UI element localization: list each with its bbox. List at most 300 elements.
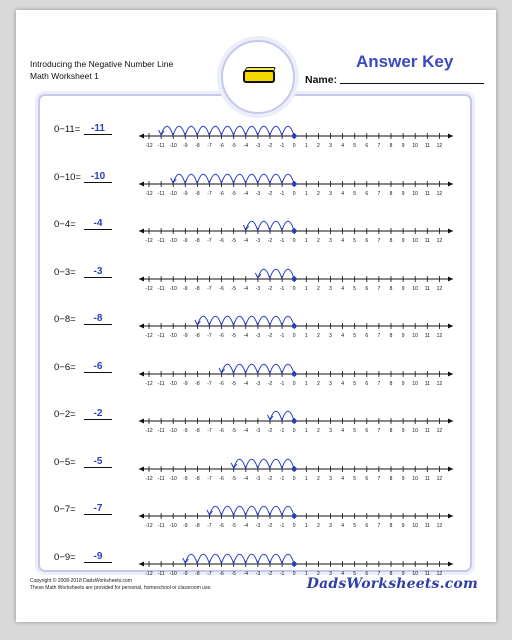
number-line bbox=[135, 158, 457, 204]
tick-label: 6 bbox=[365, 523, 369, 529]
tick-label: 4 bbox=[341, 380, 344, 387]
tick-label: -4 bbox=[243, 238, 249, 244]
hop-arc bbox=[185, 174, 197, 184]
hop-arc bbox=[234, 506, 246, 516]
tick-label: 9 bbox=[401, 428, 405, 434]
tick-label: -7 bbox=[207, 475, 212, 482]
tick-label: -8 bbox=[195, 428, 200, 434]
tick-label: -2 bbox=[267, 523, 273, 529]
tick-label: 10 bbox=[412, 285, 418, 292]
tick-label: 9 bbox=[401, 285, 405, 292]
hop-arc bbox=[258, 459, 270, 469]
tick-label: -1 bbox=[279, 190, 285, 197]
tick-label: 10 bbox=[412, 380, 418, 387]
tick-label: 2 bbox=[317, 333, 320, 339]
tick-label: 0 bbox=[292, 238, 296, 244]
tick-label: 9 bbox=[401, 190, 405, 197]
number-line bbox=[135, 395, 457, 441]
answer-field[interactable]: -11 bbox=[84, 123, 112, 135]
tick-label: -9 bbox=[183, 238, 188, 244]
tick-label: 2 bbox=[317, 428, 320, 434]
tick-label: -11 bbox=[157, 380, 165, 387]
start-point bbox=[292, 229, 297, 234]
tick-label: 5 bbox=[353, 475, 357, 482]
right-arrow-icon bbox=[448, 229, 453, 234]
tick-label: 5 bbox=[353, 285, 357, 292]
tick-label: -7 bbox=[207, 333, 212, 339]
tick-label: 12 bbox=[436, 238, 443, 244]
tick-label: -5 bbox=[231, 238, 236, 244]
problem-expression: 0−8= bbox=[54, 314, 76, 325]
tick-label: -7 bbox=[207, 143, 212, 149]
tick-label: 5 bbox=[353, 428, 357, 434]
tick-label: 7 bbox=[377, 523, 381, 529]
tick-label: -12 bbox=[145, 238, 153, 244]
tick-label: 5 bbox=[353, 333, 357, 339]
tick-label: 1 bbox=[304, 380, 308, 387]
tick-label: 0 bbox=[292, 475, 296, 482]
hop-arc bbox=[234, 364, 246, 374]
tick-label: -5 bbox=[231, 523, 236, 529]
highlighter-logo bbox=[221, 40, 295, 114]
tick-label: 0 bbox=[292, 523, 296, 529]
answer-field[interactable]: -3 bbox=[84, 266, 112, 278]
right-arrow-icon bbox=[448, 466, 453, 471]
tick-label: 1 bbox=[304, 570, 308, 577]
problem-row bbox=[40, 110, 474, 156]
tick-label: -4 bbox=[243, 143, 249, 149]
tick-label: 1 bbox=[304, 523, 308, 529]
tick-label: -6 bbox=[219, 523, 224, 529]
tick-label: -4 bbox=[243, 523, 249, 529]
tick-label: 8 bbox=[389, 238, 393, 244]
tick-label: 2 bbox=[317, 475, 320, 482]
tick-label: -5 bbox=[231, 475, 236, 482]
hop-arc bbox=[173, 126, 185, 136]
tick-label: -6 bbox=[219, 570, 224, 577]
tick-label: 12 bbox=[436, 428, 443, 434]
tick-label: 3 bbox=[329, 238, 332, 244]
problem-expression: 0−6= bbox=[54, 361, 76, 373]
tick-label: 7 bbox=[377, 380, 381, 387]
tick-label: 11 bbox=[424, 190, 430, 197]
tick-label: -5 bbox=[231, 333, 236, 339]
hop-arc bbox=[246, 554, 258, 564]
tick-label: -10 bbox=[169, 380, 177, 387]
number-line bbox=[135, 443, 457, 489]
tick-label: -5 bbox=[231, 285, 236, 292]
tick-label: 6 bbox=[365, 333, 369, 339]
tick-label: -3 bbox=[255, 380, 261, 387]
tick-label: -6 bbox=[219, 333, 224, 339]
tick-label: 8 bbox=[389, 570, 393, 577]
problem-expression: 0−5= bbox=[54, 456, 76, 468]
hop-arc bbox=[246, 316, 258, 326]
tick-label: -5 bbox=[231, 380, 236, 387]
hop-arc bbox=[222, 174, 234, 184]
tick-label: 7 bbox=[377, 428, 381, 434]
tick-label: 2 bbox=[317, 238, 320, 244]
tick-label: 4 bbox=[341, 190, 344, 197]
tick-label: -5 bbox=[231, 143, 236, 149]
tick-label: -1 bbox=[279, 333, 285, 339]
name-label: Name: bbox=[305, 74, 338, 86]
tick-label: -10 bbox=[169, 333, 177, 339]
tick-label: 5 bbox=[353, 570, 357, 577]
tick-label: -8 bbox=[195, 238, 200, 244]
tick-label: -10 bbox=[169, 428, 177, 434]
right-arrow-icon bbox=[448, 276, 453, 281]
tick-label: 1 bbox=[304, 143, 308, 149]
tick-label: 12 bbox=[436, 143, 443, 149]
tick-label: -1 bbox=[279, 428, 285, 434]
worksheet-title bbox=[30, 58, 173, 82]
hop-arc bbox=[258, 126, 270, 136]
tick-label: 7 bbox=[377, 143, 381, 149]
tick-label: -2 bbox=[267, 428, 273, 434]
left-arrow-icon bbox=[139, 514, 144, 519]
tick-label: 4 bbox=[341, 238, 344, 244]
number-line bbox=[135, 490, 457, 536]
problem-expression: 0−7= bbox=[54, 504, 76, 515]
hop-arc bbox=[258, 221, 270, 231]
left-arrow-icon bbox=[139, 371, 144, 376]
hop-arc bbox=[246, 174, 258, 184]
tick-label: -12 bbox=[145, 428, 153, 434]
tick-label: 10 bbox=[412, 238, 418, 244]
tick-label: -8 bbox=[195, 380, 200, 387]
tick-label: 2 bbox=[317, 570, 320, 577]
tick-label: -3 bbox=[255, 190, 261, 197]
tick-label: 11 bbox=[424, 333, 430, 339]
tick-label: -12 bbox=[145, 190, 153, 197]
tick-label: 4 bbox=[341, 570, 344, 577]
hop-arc bbox=[222, 364, 234, 374]
hop-arc bbox=[258, 316, 270, 326]
tick-label: -9 bbox=[183, 143, 188, 149]
tick-label: 4 bbox=[341, 428, 344, 434]
copyright-text: Copyright © 2008-2018 DadsWorksheets.com bbox=[30, 578, 132, 584]
tick-label: 12 bbox=[436, 570, 443, 577]
tick-label: -7 bbox=[207, 285, 212, 292]
tick-label: 0 bbox=[292, 285, 296, 292]
tick-label: -6 bbox=[219, 475, 224, 482]
tick-label: 5 bbox=[353, 238, 357, 244]
tick-label: 4 bbox=[341, 143, 344, 149]
tick-label: -12 bbox=[145, 143, 153, 149]
tick-label: -3 bbox=[255, 570, 261, 577]
hop-arc bbox=[246, 459, 258, 469]
left-arrow-icon bbox=[139, 419, 144, 424]
tick-label: 3 bbox=[329, 475, 332, 482]
tick-label: 2 bbox=[317, 285, 320, 292]
right-arrow-icon bbox=[448, 514, 453, 519]
right-arrow-icon bbox=[448, 324, 453, 329]
answer-field[interactable]: -2 bbox=[84, 408, 112, 420]
tick-label: -6 bbox=[219, 190, 224, 197]
problem-expression: 0−11= bbox=[54, 124, 81, 135]
problem-row bbox=[40, 443, 474, 489]
answer-key-label: Answer Key bbox=[356, 52, 454, 71]
tick-label: -1 bbox=[279, 143, 285, 149]
tick-label: 6 bbox=[365, 475, 369, 482]
tick-label: 1 bbox=[304, 333, 308, 339]
number-line bbox=[135, 205, 457, 251]
tick-label: -11 bbox=[157, 143, 165, 149]
hop-arc bbox=[270, 316, 282, 326]
tick-label: -4 bbox=[243, 333, 249, 339]
hop-arc bbox=[210, 316, 222, 326]
tick-label: -1 bbox=[279, 475, 285, 482]
hop-arc bbox=[222, 554, 234, 564]
tick-label: 9 bbox=[401, 475, 405, 482]
answer-field[interactable]: -4 bbox=[84, 218, 112, 230]
tick-label: 11 bbox=[424, 380, 430, 387]
tick-label: -4 bbox=[243, 475, 249, 482]
number-line bbox=[135, 110, 457, 156]
start-point bbox=[292, 371, 297, 376]
tick-label: 3 bbox=[329, 428, 332, 434]
hop-arc bbox=[222, 506, 234, 516]
hop-arc bbox=[197, 126, 209, 136]
hop-arc bbox=[258, 269, 270, 279]
right-arrow-icon bbox=[448, 561, 453, 566]
tick-label: 2 bbox=[317, 380, 320, 387]
problem-row bbox=[40, 158, 474, 204]
tick-label: 11 bbox=[424, 285, 430, 292]
problem-row bbox=[40, 348, 474, 394]
start-point bbox=[292, 324, 297, 329]
answer-field[interactable]: -6 bbox=[84, 361, 112, 373]
tick-label: -5 bbox=[231, 428, 236, 434]
tick-label: -7 bbox=[207, 380, 212, 387]
tick-label: -2 bbox=[267, 333, 273, 339]
problems-panel bbox=[38, 94, 472, 577]
problem-row bbox=[40, 205, 474, 251]
hop-arc bbox=[270, 126, 282, 136]
hop-arc bbox=[270, 411, 282, 421]
tick-label: -11 bbox=[157, 523, 165, 529]
right-arrow-icon bbox=[448, 419, 453, 424]
tick-label: 6 bbox=[365, 190, 369, 197]
tick-label: 10 bbox=[412, 570, 418, 577]
tick-label: 7 bbox=[377, 190, 381, 197]
left-arrow-icon bbox=[139, 134, 144, 139]
tick-label: 1 bbox=[304, 285, 308, 292]
tick-label: 10 bbox=[412, 190, 418, 197]
start-point bbox=[292, 276, 297, 281]
tick-label: 4 bbox=[341, 475, 344, 482]
tick-label: -11 bbox=[157, 428, 165, 434]
hop-arc bbox=[161, 126, 173, 136]
hop-arc bbox=[197, 554, 209, 564]
tick-label: 4 bbox=[341, 333, 344, 339]
tick-label: -7 bbox=[207, 523, 212, 529]
usage-note: These Math Worksheets are provided for personal, homeschool or classroom use. bbox=[30, 585, 212, 591]
tick-label: -12 bbox=[145, 380, 153, 387]
problem-expression: 0−3= bbox=[54, 266, 76, 278]
tick-label: -2 bbox=[267, 475, 273, 482]
tick-label: 6 bbox=[365, 285, 369, 292]
start-point bbox=[292, 419, 297, 424]
tick-label: 8 bbox=[389, 523, 393, 529]
number-line bbox=[135, 300, 457, 346]
tick-label: 12 bbox=[436, 475, 443, 482]
tick-label: 1 bbox=[304, 190, 308, 197]
tick-label: -8 bbox=[195, 190, 200, 197]
tick-label: -5 bbox=[231, 190, 236, 197]
tick-label: -8 bbox=[195, 523, 200, 529]
tick-label: -11 bbox=[157, 285, 165, 292]
tick-label: -6 bbox=[219, 238, 224, 244]
tick-label: 0 bbox=[292, 143, 296, 149]
tick-label: -3 bbox=[255, 143, 261, 149]
tick-label: 10 bbox=[412, 428, 418, 434]
tick-label: 9 bbox=[401, 333, 405, 339]
tick-label: 11 bbox=[424, 570, 430, 577]
answer-field[interactable]: -9 bbox=[84, 551, 112, 563]
tick-label: -12 bbox=[145, 475, 153, 482]
tick-label: -4 bbox=[243, 380, 249, 387]
tick-label: -2 bbox=[267, 380, 273, 387]
hop-arc bbox=[197, 316, 209, 326]
tick-label: 8 bbox=[389, 428, 393, 434]
answer-field[interactable]: -8 bbox=[84, 313, 112, 325]
hop-arc bbox=[246, 506, 258, 516]
hop-arc bbox=[258, 174, 270, 184]
tick-label: 12 bbox=[436, 285, 443, 292]
number-line bbox=[135, 348, 457, 394]
hop-arc bbox=[258, 506, 270, 516]
tick-label: 2 bbox=[317, 523, 320, 529]
tick-label: 10 bbox=[412, 333, 418, 339]
hop-arc bbox=[234, 174, 246, 184]
tick-label: -3 bbox=[255, 285, 261, 292]
tick-label: 3 bbox=[329, 143, 332, 149]
tick-label: 5 bbox=[353, 143, 357, 149]
tick-label: -3 bbox=[255, 523, 261, 529]
tick-label: 1 bbox=[304, 428, 308, 434]
tick-label: 1 bbox=[304, 475, 308, 482]
hop-arc bbox=[270, 459, 282, 469]
name-line bbox=[340, 83, 484, 84]
answer-field[interactable]: -7 bbox=[84, 503, 112, 515]
hop-arc bbox=[185, 554, 197, 564]
right-arrow-icon bbox=[448, 134, 453, 139]
tick-label: -7 bbox=[207, 238, 212, 244]
worksheet-page bbox=[16, 10, 496, 622]
tick-label: 7 bbox=[377, 333, 381, 339]
tick-label: -12 bbox=[145, 570, 153, 577]
tick-label: 3 bbox=[329, 333, 332, 339]
tick-label: -11 bbox=[157, 333, 165, 339]
tick-label: -7 bbox=[207, 570, 212, 577]
tick-label: -3 bbox=[255, 333, 261, 339]
tick-label: -1 bbox=[279, 523, 285, 529]
tick-label: -3 bbox=[255, 238, 261, 244]
tick-label: 8 bbox=[389, 143, 393, 149]
hop-arc bbox=[210, 554, 222, 564]
tick-label: 4 bbox=[341, 285, 344, 292]
left-arrow-icon bbox=[139, 181, 144, 186]
tick-label: 0 bbox=[292, 570, 296, 577]
hop-arc bbox=[270, 269, 282, 279]
title-line-2: Math Worksheet 1 bbox=[30, 71, 99, 81]
tick-label: -2 bbox=[267, 285, 273, 292]
tick-label: 12 bbox=[436, 333, 443, 339]
tick-label: 6 bbox=[365, 380, 369, 387]
left-arrow-icon bbox=[139, 561, 144, 566]
tick-label: 12 bbox=[436, 523, 443, 529]
hop-arc bbox=[246, 364, 258, 374]
tick-label: 5 bbox=[353, 523, 357, 529]
hop-arc bbox=[246, 126, 258, 136]
tick-label: 3 bbox=[329, 285, 332, 292]
problem-expression: 0−2= bbox=[54, 409, 76, 420]
tick-label: -8 bbox=[195, 475, 200, 482]
problem-row bbox=[40, 395, 474, 441]
hop-arc bbox=[234, 459, 246, 469]
tick-label: -6 bbox=[219, 428, 224, 434]
title-line-1: Introducing the Negative Number Line bbox=[30, 59, 174, 69]
tick-label: -11 bbox=[157, 190, 165, 197]
highlighter-icon bbox=[243, 70, 275, 83]
hop-arc bbox=[222, 126, 234, 136]
left-arrow-icon bbox=[139, 229, 144, 234]
tick-label: 9 bbox=[401, 380, 405, 387]
tick-label: 0 bbox=[292, 428, 296, 434]
answer-field[interactable]: -10 bbox=[84, 171, 112, 183]
tick-label: 0 bbox=[292, 380, 296, 387]
tick-label: -3 bbox=[255, 428, 261, 434]
tick-label: -5 bbox=[231, 570, 236, 577]
tick-label: 7 bbox=[377, 285, 381, 292]
tick-label: 6 bbox=[365, 570, 369, 577]
tick-label: -10 bbox=[169, 475, 177, 482]
tick-label: 0 bbox=[292, 190, 296, 197]
number-line bbox=[135, 253, 457, 299]
tick-label: -9 bbox=[183, 285, 188, 292]
hop-arc bbox=[234, 126, 246, 136]
tick-label: 3 bbox=[329, 523, 332, 529]
tick-label: -1 bbox=[279, 285, 285, 292]
tick-label: 12 bbox=[436, 380, 443, 387]
tick-label: -4 bbox=[243, 190, 249, 197]
tick-label: -9 bbox=[183, 333, 188, 339]
start-point bbox=[292, 561, 297, 566]
problem-row bbox=[40, 490, 474, 536]
tick-label: 7 bbox=[377, 238, 381, 244]
tick-label: 9 bbox=[401, 523, 405, 529]
tick-label: -2 bbox=[267, 570, 273, 577]
tick-label: 6 bbox=[365, 238, 369, 244]
tick-label: -9 bbox=[183, 570, 188, 577]
tick-label: 11 bbox=[424, 523, 430, 529]
tick-label: -6 bbox=[219, 143, 224, 149]
tick-label: 11 bbox=[424, 428, 430, 434]
problem-row bbox=[40, 253, 474, 299]
tick-label: -12 bbox=[145, 333, 153, 339]
tick-label: 9 bbox=[401, 570, 405, 577]
tick-label: 12 bbox=[436, 190, 443, 197]
hop-arc bbox=[222, 316, 234, 326]
hop-arc bbox=[173, 174, 185, 184]
hop-arc bbox=[185, 126, 197, 136]
answer-field[interactable]: -5 bbox=[84, 456, 112, 468]
tick-label: 8 bbox=[389, 285, 393, 292]
hop-arc bbox=[270, 506, 282, 516]
right-arrow-icon bbox=[448, 371, 453, 376]
